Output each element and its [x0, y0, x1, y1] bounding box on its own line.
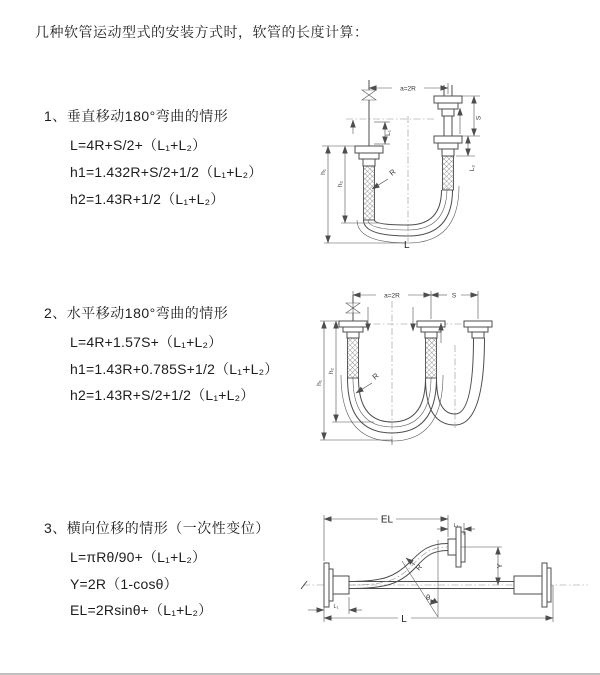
section-2-formula-h2: h2=1.43R+S/2+1/2（L₁+L₂）: [70, 387, 255, 403]
dim-label-theta: θ: [426, 593, 431, 602]
radius-callout: [356, 371, 381, 393]
dim-label-l-length: L: [404, 240, 410, 250]
diagram-horizontal-180-bend: [308, 283, 588, 448]
dim-label-l-length: L: [401, 614, 407, 625]
left-flange-fitting: [339, 321, 367, 378]
right-lower-flange-fitting: [514, 563, 551, 607]
dim-label-h1: h₁: [320, 169, 327, 175]
diagram-lateral-displacement: [298, 505, 595, 633]
braided-hose-section: [443, 156, 454, 190]
dim-label-l2: L₂: [469, 164, 476, 172]
dim-label-h1: h₁: [316, 380, 323, 386]
dim-label-s: S: [475, 115, 483, 121]
angle-theta: [402, 540, 438, 617]
section-3-formula-l: L=πRθ/90+（L₁+L₂）: [70, 549, 207, 565]
section-1-formula-h2: h2=1.43R+1/2（L₁+L₂）: [70, 191, 225, 207]
left-flange-fitting: [324, 563, 349, 607]
section-2-formula-h1: h1=1.43R+0.785S+1/2（L₁+L₂）: [70, 361, 279, 377]
section-1-formula-h1: h1=1.432R+S/2+1/2（L₁+L₂）: [70, 164, 263, 180]
dim-label-r: R: [413, 562, 425, 573]
dimension-span: [369, 83, 448, 94]
dim-label-l1: L₁: [385, 130, 392, 136]
section-3-formula-y: Y=2R（1-cosθ）: [70, 576, 178, 592]
dim-label-r: R: [387, 167, 398, 178]
dim-label-h2: h₂: [328, 367, 335, 375]
dimension-el: [324, 515, 448, 562]
dim-label-h2: h₂: [337, 180, 344, 188]
page-title: 几种软管运动型式的安装方式时，软管的长度计算：: [35, 24, 369, 40]
radius-callout: [372, 167, 398, 189]
section-2-heading: 2、水平移动180°弯曲的情形: [44, 305, 229, 321]
radius-callout: [406, 558, 424, 572]
braided-hose-section: [364, 166, 375, 220]
dim-label-r: R: [370, 371, 381, 382]
right-flange-fitting: [464, 321, 492, 338]
dimension-l1: [374, 122, 392, 144]
valve-icon: [362, 80, 376, 146]
section-3-heading: 3、横向位移的情形（一次性变位）: [44, 520, 270, 536]
dim-label-a2r: a=2R: [400, 85, 416, 93]
dim-label-s: S: [451, 292, 457, 300]
dim-label-l1-bottom: L₁: [333, 604, 339, 610]
diagram-vertical-180-bend: [308, 72, 588, 250]
section-3-formula-el: EL=2Rsinθ+（L₁+L₂）: [70, 602, 213, 618]
left-flange-fitting: [355, 146, 383, 220]
dimension-y: [461, 547, 504, 585]
section-1-heading: 1、垂直移动180°弯曲的情形: [44, 108, 229, 124]
braided-hose-section: [426, 338, 437, 378]
dim-label-y: Y: [495, 563, 504, 569]
section-2-formula-l: L=4R+1.57S+（L₁+L₂）: [70, 334, 223, 350]
braided-hose-section: [348, 338, 359, 378]
dim-label-a2r: a=2R: [384, 292, 400, 300]
right-flange-fitting: [434, 85, 462, 190]
section-1-formula-l: L=4R+S/2+（L₁+L₂）: [70, 137, 207, 153]
dim-label-el: EL: [380, 514, 394, 526]
dim-label-l1-top: L₁: [453, 523, 459, 529]
dimension-span: [353, 291, 478, 319]
